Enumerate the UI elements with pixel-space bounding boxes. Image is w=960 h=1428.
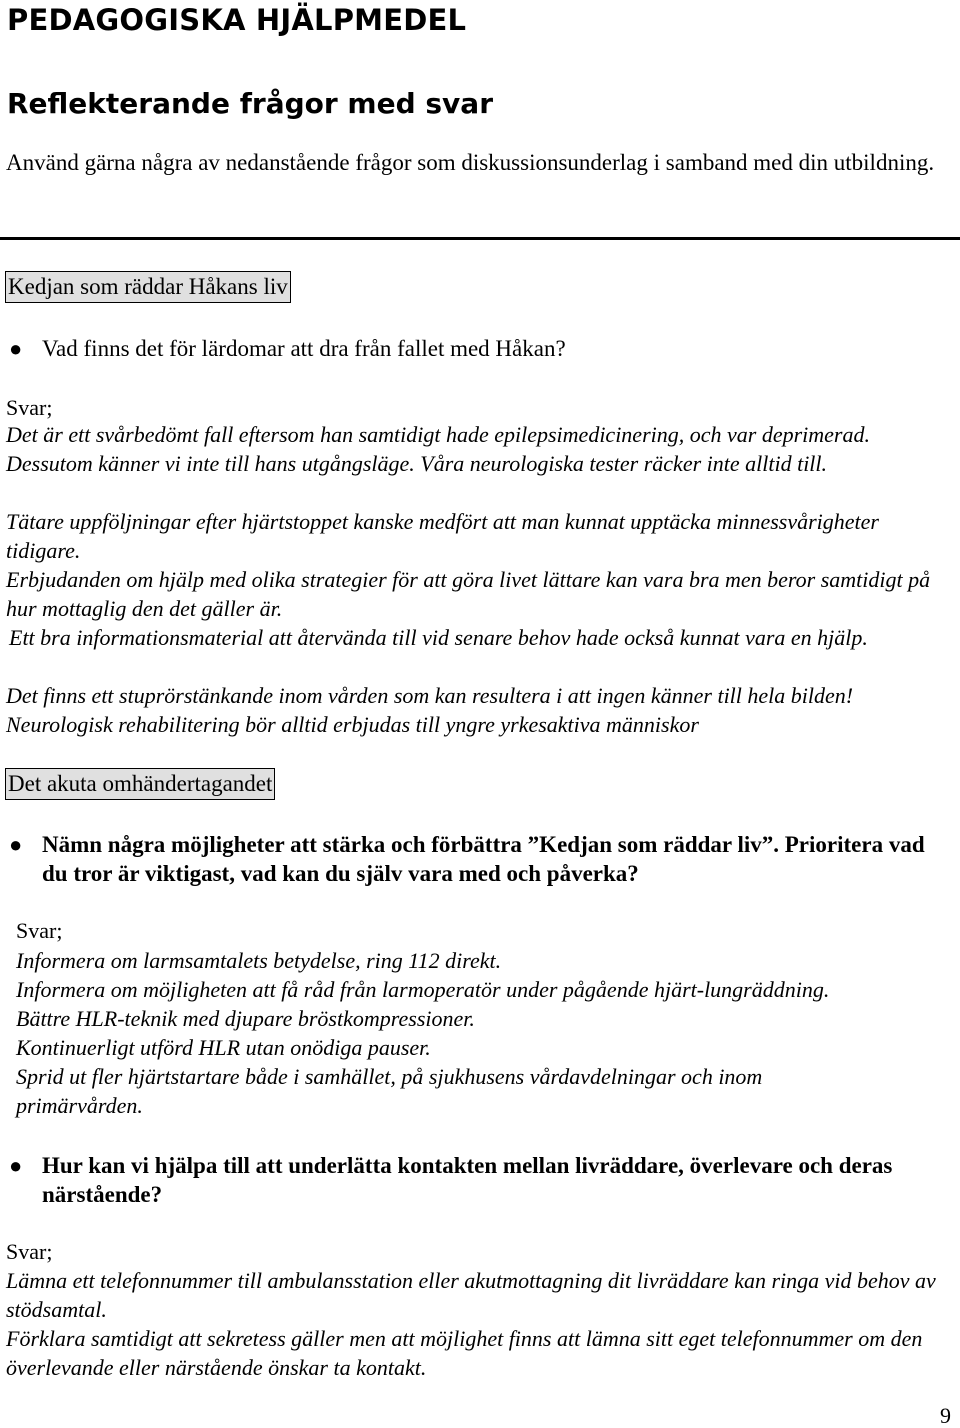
answer-label: Svar; [6, 395, 53, 420]
page-number: 9 [940, 1403, 951, 1428]
horizontal-divider [0, 237, 960, 240]
answer-line: Det är ett svårbedömt fall eftersom han samtidigt hade epilepsimedicinering, och var deprimerad. Dessutom känner vi inte till hans utgångsläge. Våra neurologiska tester räcker inte alltid till. [6, 422, 870, 476]
bullet-icon: ● [9, 336, 23, 361]
answer-line: Informera om möjligheten att få råd från larmoperatör under pågående hjärt-lungräddning. [16, 977, 830, 1002]
answer-line: Erbjudanden om hjälp med olika strategier för att göra livet lättare kan vara bra men beror samtidigt på hur mottaglig den det gäller är. [6, 567, 931, 621]
bullet-icon: ● [9, 832, 23, 857]
answer-label: Svar; [16, 918, 63, 943]
answer-line: Tätare uppföljningar efter hjärtstoppet kanske medfört att man kunnat upptäcka minnessvårigheter tidigare. [6, 509, 879, 563]
answer-line: Kontinuerligt utförd HLR utan onödiga pauser. [16, 1035, 431, 1060]
answer-line: Bättre HLR-teknik med djupare bröstkompressioner. [16, 1006, 475, 1031]
document-header-title: PEDAGOGISKA HJÄLPMEDEL [7, 3, 467, 37]
answer-line: Förklara samtidigt att sekretess gäller men att möjlighet finns att lämna sitt eget telefonnummer om den överlevande eller närstående önskar ta kontakt. [6, 1326, 923, 1380]
section-heading-hakan: Kedjan som räddar Håkans liv [5, 271, 291, 303]
page-subheading: Reflekterande frågor med svar [7, 87, 494, 120]
answer-line: Lämna ett telefonnummer till ambulansstation eller akutmottagning dit livräddare kan ringa vid behov av stödsamtal. [6, 1268, 936, 1322]
answer-line: Informera om larmsamtalets betydelse, ring 112 direkt. [16, 948, 502, 973]
answer-line: Sprid ut fler hjärtstartare både i samhället, på sjukhusens vårdavdelningar och inom primärvården. [16, 1064, 763, 1118]
answer-line: Ett bra informationsmaterial att återvända till vid senare behov hade också kunnat vara en hjälp. [9, 625, 868, 650]
bullet-icon: ● [9, 1153, 23, 1178]
answer-label: Svar; [6, 1239, 53, 1264]
question-text: Hur kan vi hjälpa till att underlätta kontakten mellan livräddare, överlevare och deras närstående? [42, 1153, 893, 1207]
question-text: Vad finns det för lärdomar att dra från fallet med Håkan? [42, 336, 566, 361]
question-text: Nämn några möjligheter att stärka och förbättra ”Kedjan som räddar liv”. Prioritera vad du tror är viktigast, vad kan du själv vara med och påverka? [42, 832, 925, 886]
section-heading-acute-care: Det akuta omhändertagandet [5, 768, 275, 800]
answer-line: Det finns ett stuprörstänkande inom vården som kan resultera i att ingen känner till hela bilden! Neurologisk rehabilitering bör alltid erbjudas till yngre yrkesaktiva människor [6, 683, 854, 737]
intro-paragraph: Använd gärna några av nedanstående frågor som diskussionsunderlag i samband med din utbildning. [6, 150, 935, 175]
